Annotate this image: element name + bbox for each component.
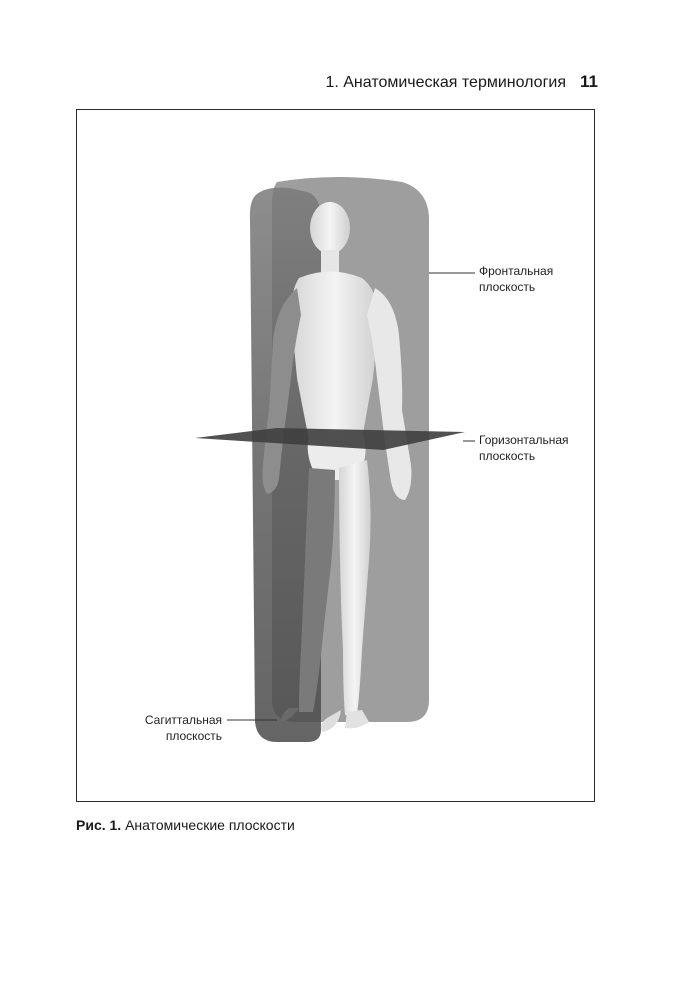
figure-caption-text: Анатомические плоскости — [125, 817, 295, 833]
running-header — [325, 72, 598, 92]
horizontal-plane-label-line2: плоскость — [479, 449, 536, 463]
horizontal-plane-label — [479, 432, 569, 464]
page-number: 11 — [580, 72, 598, 91]
chapter-title: 1. Анатомическая терминология — [325, 74, 567, 91]
anatomical-planes-figure — [76, 109, 595, 802]
frontal-plane-label — [479, 263, 553, 295]
figure-caption — [76, 817, 295, 833]
figure-caption-label: Рис. 1. — [76, 817, 122, 833]
frontal-plane-label-line1: Фронтальная — [479, 264, 554, 278]
sagittal-plane-label-line2: плоскость — [165, 729, 222, 743]
sagittal-plane-label-line1: Сагиттальная — [144, 713, 222, 727]
frontal-plane-label-line2: плоскость — [479, 280, 536, 294]
sagittal-plane-label — [132, 712, 222, 744]
horizontal-plane-label-line1: Горизонтальная — [479, 433, 569, 447]
